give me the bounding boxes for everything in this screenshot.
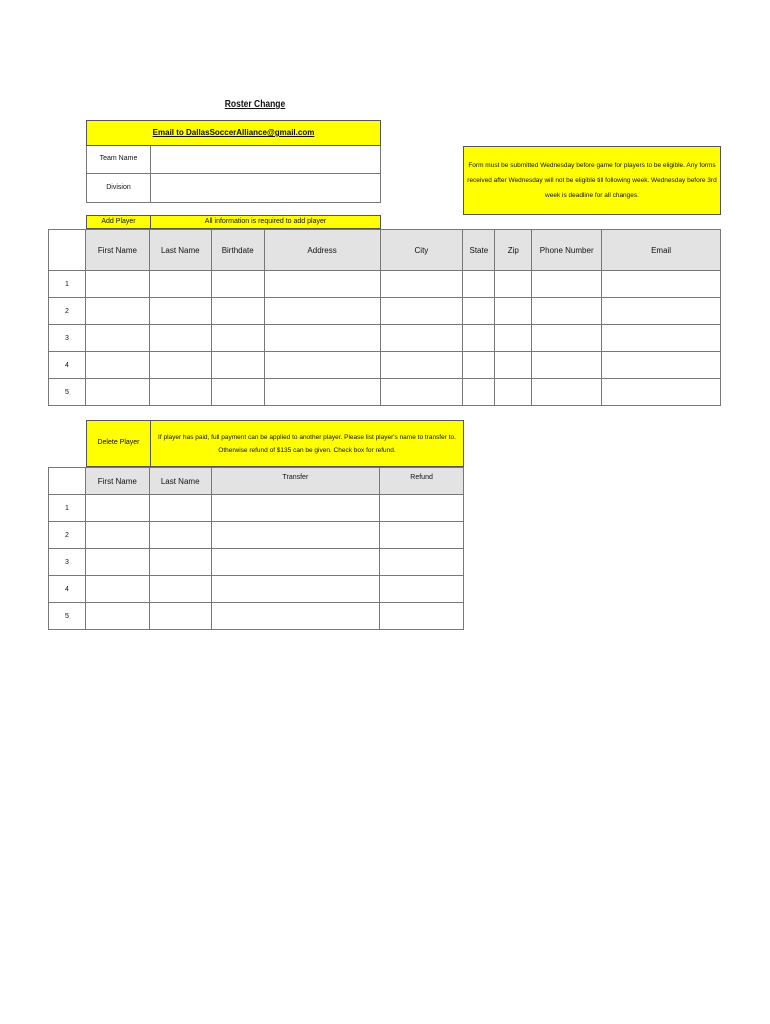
cell-input[interactable] xyxy=(149,495,211,522)
refund-checkbox-cell[interactable] xyxy=(380,522,464,549)
cell-input[interactable] xyxy=(85,522,149,549)
email-banner xyxy=(86,120,381,146)
col-last-name: Last Name xyxy=(149,468,211,495)
cell-input[interactable] xyxy=(495,379,532,406)
cell-input[interactable] xyxy=(602,352,721,379)
cell-input[interactable] xyxy=(85,576,149,603)
cell-input[interactable] xyxy=(149,522,211,549)
cell-input[interactable] xyxy=(211,352,264,379)
refund-checkbox-cell[interactable] xyxy=(380,549,464,576)
add-player-label: Add Player xyxy=(86,215,151,229)
cell-input[interactable] xyxy=(211,549,380,576)
delete-player-note: If player has paid, full payment can be applied to another player. Please list player's name to transfer to. Otherwise refund of $135 can be given. Check box for refund. xyxy=(150,420,464,467)
cell-input[interactable] xyxy=(532,271,602,298)
col-state: State xyxy=(463,230,495,271)
division-label: Division xyxy=(87,174,151,202)
cell-input[interactable] xyxy=(532,379,602,406)
cell-input[interactable] xyxy=(264,325,380,352)
table-row xyxy=(49,325,721,352)
cell-input[interactable] xyxy=(211,379,264,406)
cell-input[interactable] xyxy=(463,271,495,298)
row-number: 4 xyxy=(49,352,86,379)
cell-input[interactable] xyxy=(211,603,380,630)
col-address: Address xyxy=(264,230,380,271)
table-row xyxy=(49,522,464,549)
col-zip: Zip xyxy=(495,230,532,271)
cell-input[interactable] xyxy=(85,271,149,298)
cell-input[interactable] xyxy=(463,379,495,406)
cell-input[interactable] xyxy=(149,603,211,630)
cell-input[interactable] xyxy=(602,325,721,352)
cell-input[interactable] xyxy=(149,352,211,379)
table-row xyxy=(49,549,464,576)
cell-input[interactable] xyxy=(211,325,264,352)
delete-player-label: Delete Player xyxy=(86,420,151,467)
cell-input[interactable] xyxy=(532,352,602,379)
add-player-header-row xyxy=(49,230,721,271)
cell-input[interactable] xyxy=(85,379,149,406)
team-name-label: Team Name xyxy=(87,146,151,174)
col-refund: Refund xyxy=(380,468,464,495)
cell-input[interactable] xyxy=(264,379,380,406)
cell-input[interactable] xyxy=(211,522,380,549)
col-transfer: Transfer xyxy=(211,468,380,495)
cell-input[interactable] xyxy=(495,298,532,325)
cell-input[interactable] xyxy=(380,271,463,298)
row-number: 1 xyxy=(49,495,86,522)
col-first-name: First Name xyxy=(85,230,149,271)
cell-input[interactable] xyxy=(149,549,211,576)
cell-input[interactable] xyxy=(495,271,532,298)
refund-checkbox-cell[interactable] xyxy=(380,603,464,630)
cell-input[interactable] xyxy=(85,325,149,352)
cell-input[interactable] xyxy=(149,325,211,352)
cell-input[interactable] xyxy=(602,271,721,298)
cell-input[interactable] xyxy=(532,298,602,325)
cell-input[interactable] xyxy=(264,271,380,298)
cell-input[interactable] xyxy=(380,325,463,352)
cell-input[interactable] xyxy=(602,298,721,325)
cell-input[interactable] xyxy=(85,298,149,325)
table-row xyxy=(49,379,721,406)
cell-input[interactable] xyxy=(149,379,211,406)
row-number: 5 xyxy=(49,379,86,406)
row-number: 3 xyxy=(49,325,86,352)
page-title: Roster Change xyxy=(224,99,286,110)
cell-input[interactable] xyxy=(149,271,211,298)
col-email: Email xyxy=(602,230,721,271)
cell-input[interactable] xyxy=(602,379,721,406)
table-row xyxy=(49,298,721,325)
refund-checkbox-cell[interactable] xyxy=(380,576,464,603)
cell-input[interactable] xyxy=(85,549,149,576)
cell-input[interactable] xyxy=(495,325,532,352)
cell-input[interactable] xyxy=(85,352,149,379)
cell-input[interactable] xyxy=(380,298,463,325)
col-city: City xyxy=(380,230,463,271)
cell-input[interactable] xyxy=(532,325,602,352)
table-row xyxy=(49,603,464,630)
team-info-block xyxy=(86,146,381,203)
cell-input[interactable] xyxy=(380,379,463,406)
row-number: 2 xyxy=(49,298,86,325)
delete-player-table xyxy=(48,467,464,630)
delete-player-header-row xyxy=(49,468,464,495)
cell-input[interactable] xyxy=(264,298,380,325)
cell-input[interactable] xyxy=(85,603,149,630)
header-corner xyxy=(49,468,86,495)
cell-input[interactable] xyxy=(463,325,495,352)
email-link[interactable]: Email to DallasSoccerAlliance@gmail.com xyxy=(152,128,315,137)
col-first-name: First Name xyxy=(85,468,149,495)
row-number: 5 xyxy=(49,603,86,630)
cell-input[interactable] xyxy=(211,271,264,298)
table-row xyxy=(49,352,721,379)
cell-input[interactable] xyxy=(463,352,495,379)
row-number: 1 xyxy=(49,271,86,298)
cell-input[interactable] xyxy=(149,298,211,325)
cell-input[interactable] xyxy=(211,495,380,522)
row-number: 4 xyxy=(49,576,86,603)
cell-input[interactable] xyxy=(380,352,463,379)
cell-input[interactable] xyxy=(211,298,264,325)
table-row xyxy=(49,495,464,522)
team-name-field[interactable] xyxy=(151,146,380,174)
add-player-table xyxy=(48,229,721,406)
add-player-note: All information is required to add player xyxy=(150,215,381,229)
col-last-name: Last Name xyxy=(149,230,211,271)
cell-input[interactable] xyxy=(463,298,495,325)
deadline-notice: Form must be submitted Wednesday before game for players to be eligible. Any forms received after Wednesday will not be eligible till following week. Wednesday before 3rd week is deadline for all changes. xyxy=(463,146,721,215)
refund-checkbox-cell[interactable] xyxy=(380,495,464,522)
cell-input[interactable] xyxy=(264,352,380,379)
cell-input[interactable] xyxy=(495,352,532,379)
header-corner xyxy=(49,230,86,271)
row-number: 3 xyxy=(49,549,86,576)
table-row xyxy=(49,271,721,298)
cell-input[interactable] xyxy=(85,495,149,522)
col-birthdate: Birthdate xyxy=(211,230,264,271)
row-number: 2 xyxy=(49,522,86,549)
cell-input[interactable] xyxy=(211,576,380,603)
table-row xyxy=(49,576,464,603)
division-field[interactable] xyxy=(151,174,380,202)
col-phone-number: Phone Number xyxy=(532,230,602,271)
cell-input[interactable] xyxy=(149,576,211,603)
